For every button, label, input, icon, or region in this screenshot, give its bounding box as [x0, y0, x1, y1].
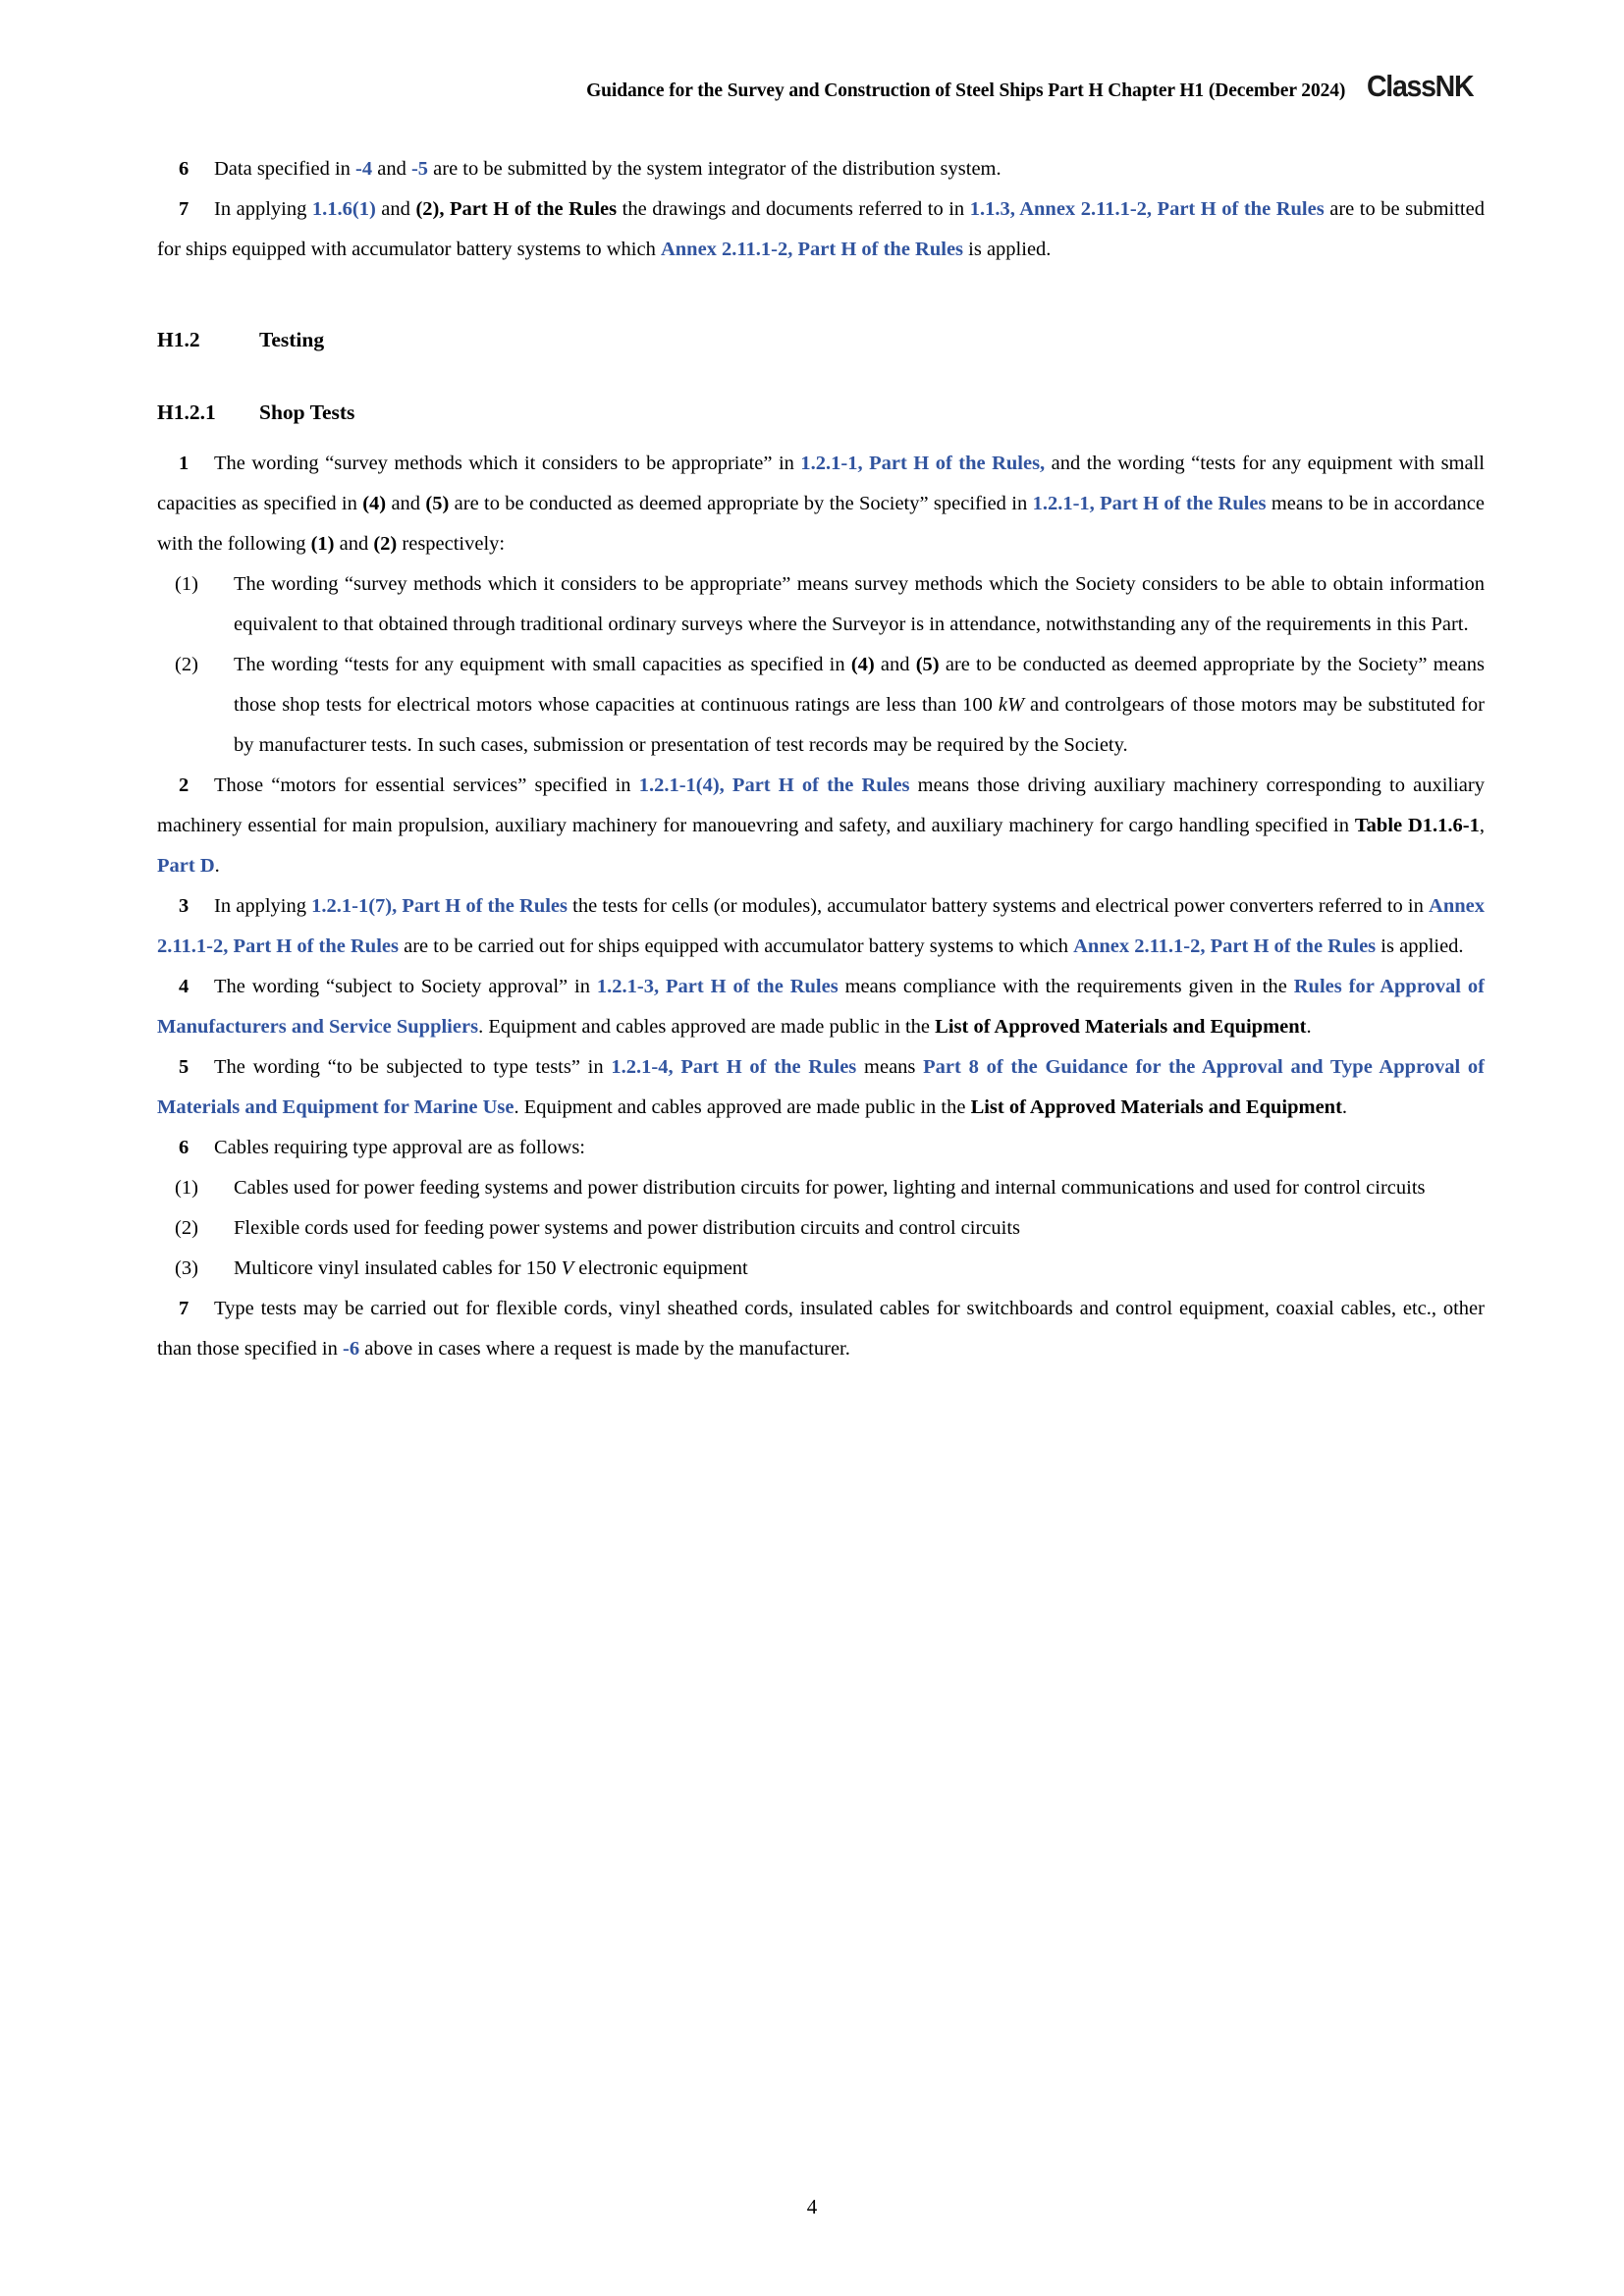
text-run: . Equipment and cables approved are made public in the — [478, 1016, 936, 1038]
text-run: and — [334, 533, 374, 555]
text-run: . Equipment and cables approved are made public in the — [514, 1096, 971, 1118]
text-run: is applied. — [963, 239, 1052, 260]
cross-reference-link[interactable]: 1.2.1-3, Part H of the Rules — [596, 976, 839, 997]
text-run: means — [856, 1056, 924, 1078]
cross-reference-link[interactable]: Annex 2.11.1-2, Part H of the Rules — [157, 895, 1485, 957]
text-run: Type tests may be carried out for flexible cords, vinyl sheathed cords, insulated cables for switchboards and control equipment, coaxial cables, etc., other than those specified in — [157, 1298, 1485, 1360]
cross-reference-link[interactable]: -6 — [343, 1338, 360, 1360]
cross-reference-link[interactable]: Part D — [157, 855, 215, 877]
spacer — [157, 427, 1485, 444]
paragraph-7 — [157, 189, 1485, 270]
heading-title: Shop Tests — [259, 400, 355, 424]
cross-reference-link[interactable]: 1.2.1-1, Part H of the Rules — [1032, 493, 1267, 514]
text-run: . — [214, 855, 220, 877]
text-run: are to be carried out for ships equipped with accumulator battery systems to which — [398, 935, 1074, 957]
classnk-logo: ClassNK — [1367, 69, 1474, 103]
bold-reference: (4) — [850, 654, 875, 675]
paragraph-6-cables — [157, 1128, 1485, 1168]
cross-reference-link[interactable]: 1.1.6(1) — [311, 198, 376, 220]
text-run: The wording “survey methods which it considers to be appropriate” in — [214, 453, 801, 474]
list-item — [157, 1208, 1485, 1249]
list-item — [157, 645, 1485, 766]
text-run: Cables requiring type approval are as follows: — [214, 1137, 585, 1158]
cross-reference-link[interactable]: -5 — [410, 158, 429, 180]
list-item — [157, 1168, 1485, 1208]
text-run: respectively: — [397, 533, 506, 555]
paragraph-number: 1 — [179, 453, 189, 474]
list-item-text: Cables used for power feeding systems and power distribution circuits for power, lighting and internal communications and used for control circuits — [234, 1177, 1426, 1199]
text-run: and — [386, 493, 426, 514]
heading-number: H1.2.1 — [157, 400, 216, 424]
bold-reference: (2) — [373, 533, 398, 555]
heading-h1-2-1 — [157, 398, 1485, 427]
paragraph-number: 7 — [179, 198, 189, 220]
paragraph-6 — [157, 149, 1485, 189]
bold-reference: (4) — [362, 493, 387, 514]
paragraph-number: 6 — [179, 158, 189, 180]
bold-reference: (1) — [310, 533, 335, 555]
heading-h1-2 — [157, 325, 1485, 354]
list-item-text: Flexible cords used for feeding power systems and power distribution circuits and control circuits — [234, 1217, 1021, 1239]
text-run: is applied. — [1376, 935, 1464, 957]
paragraph-1 — [157, 444, 1485, 564]
bold-reference: List of Approved Materials and Equipment — [970, 1096, 1342, 1118]
paragraph-4 — [157, 967, 1485, 1047]
cross-reference-link[interactable]: Annex 2.11.1-2, Part H of the Rules — [660, 239, 964, 260]
bold-reference: (5) — [915, 654, 940, 675]
paragraph-7-type-tests — [157, 1289, 1485, 1369]
paragraph-number: 7 — [179, 1298, 189, 1319]
text-run: the drawings and documents referred to in — [617, 198, 970, 220]
text-run: and the wording “tests for any equipment with small capacities as specified in — [157, 453, 1485, 514]
cross-reference-link[interactable]: 1.2.1-4, Part H of the Rules — [611, 1056, 857, 1078]
heading-number: H1.2 — [157, 328, 200, 351]
paragraph-number: 4 — [179, 976, 189, 997]
text-run: means those driving auxiliary machinery corresponding to auxiliary machinery essential for main propulsion, auxiliary machinery for manouevring and safety, and auxiliary machinery for cargo handling specified in — [157, 774, 1485, 836]
spacer — [157, 354, 1485, 398]
text-run: means compliance with the requirements given in the — [838, 976, 1294, 997]
text-run: are to be conducted as deemed appropriate by the Society” specified in — [449, 493, 1033, 514]
list-item-marker: (1) — [175, 1177, 198, 1199]
text-run: The wording “tests for any equipment with small capacities as specified in — [234, 654, 851, 675]
list-item-text: The wording “survey methods which it considers to be appropriate” means survey methods which the Society considers to be able to obtain information equivalent to that obtained through traditional ordinary surveys where the Surveyor is in attendance, notwithstanding any of the requirements in this Part. — [234, 573, 1485, 635]
heading-title: Testing — [259, 328, 325, 351]
cross-reference-link[interactable]: 1.2.1-1, Part H of the Rules, — [800, 453, 1046, 474]
cross-reference-link[interactable]: Part 8 of the Guidance for the Approval and Type Approval of Materials and Equipment for Marine Use — [157, 1056, 1485, 1118]
header-title: Guidance for the Survey and Construction of Steel Ships Part H Chapter H1 (December 2024) — [586, 80, 1346, 101]
list-item — [157, 1249, 1485, 1289]
paragraph-number: 5 — [179, 1056, 189, 1078]
text-run: means to be in accordance with the following — [157, 493, 1486, 555]
paragraph-number: 6 — [179, 1137, 189, 1158]
bold-reference: List of Approved Materials and Equipment — [935, 1016, 1307, 1038]
page-header — [157, 71, 1483, 102]
text-run: The wording “subject to Society approval” in — [214, 976, 597, 997]
text-run: Those “motors for essential services” specified in — [214, 774, 639, 796]
list-item-marker: (2) — [175, 654, 198, 675]
cross-reference-link[interactable]: 1.2.1-1(7), Part H of the Rules — [311, 895, 568, 917]
bold-reference: (2), Part H of the Rules — [415, 198, 618, 220]
text-run: . — [1341, 1096, 1348, 1118]
list-item-marker: (2) — [175, 1217, 198, 1239]
text-run: electronic equipment — [573, 1257, 748, 1279]
paragraph-2 — [157, 766, 1485, 886]
bold-reference: Table D1.1.6-1 — [1354, 815, 1480, 836]
cross-reference-link[interactable]: -4 — [355, 158, 373, 180]
text-run: , — [1479, 815, 1486, 836]
text-run: In applying — [214, 895, 312, 917]
paragraph-number: 2 — [179, 774, 189, 796]
text-run: and — [375, 198, 416, 220]
text-run: and controlgears of those motors may be substituted for by manufacturer tests. In such cases, submission or presentation of test records may be required by the Society. — [234, 694, 1485, 756]
paragraph-5 — [157, 1047, 1485, 1128]
paragraph-3 — [157, 886, 1485, 967]
text-run: Data specified in — [214, 158, 356, 180]
text-run: and — [874, 654, 916, 675]
cross-reference-link[interactable]: Rules for Approval of Manufacturers and Service Suppliers — [157, 976, 1485, 1038]
unit-italic: kW — [998, 694, 1025, 716]
text-run: above in cases where a request is made by the manufacturer. — [359, 1338, 850, 1360]
text-run: are to be submitted for ships equipped with accumulator battery systems to which — [157, 198, 1485, 260]
text-run: In applying — [214, 198, 312, 220]
document-body — [157, 149, 1485, 1369]
list-item — [157, 564, 1485, 645]
paragraph-number: 3 — [179, 895, 189, 917]
text-run: and — [372, 158, 411, 180]
list-item-marker: (1) — [175, 573, 198, 595]
page-number: 4 — [806, 2195, 818, 2218]
text-run: Multicore vinyl insulated cables for 150 — [234, 1257, 562, 1279]
list-item-marker: (3) — [175, 1257, 198, 1279]
bold-reference: (5) — [425, 493, 450, 514]
text-run: the tests for cells (or modules), accumulator battery systems and electrical power converters referred to in — [568, 895, 1430, 917]
text-run: . — [1306, 1016, 1312, 1038]
text-run: are to be submitted by the system integrator of the distribution system. — [428, 158, 1001, 180]
text-run: The wording “to be subjected to type tests” in — [214, 1056, 612, 1078]
spacer — [157, 270, 1485, 325]
unit-italic: V — [561, 1257, 574, 1279]
cross-reference-link[interactable]: 1.2.1-1(4), Part H of the Rules — [638, 774, 910, 796]
cross-reference-link[interactable]: 1.1.3, Annex 2.11.1-2, Part H of the Rules — [969, 198, 1325, 220]
text-run: are to be conducted as deemed appropriate by the Society” means those shop tests for electrical motors whose capacities at continuous ratings are less than 100 — [234, 654, 1485, 716]
cross-reference-link[interactable]: Annex 2.11.1-2, Part H of the Rules — [1073, 935, 1377, 957]
